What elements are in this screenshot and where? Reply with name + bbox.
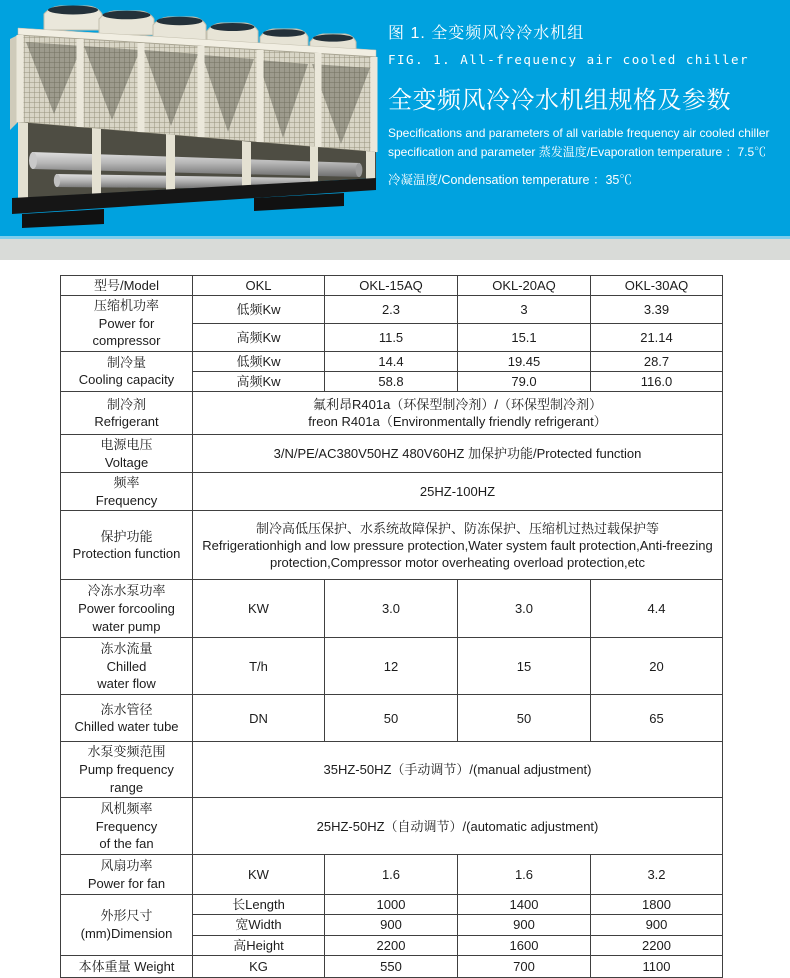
value-cell: 1800 <box>591 895 723 915</box>
value-cell: 50 <box>458 695 591 742</box>
table-row-frequency <box>61 473 723 511</box>
value-cell: 21.14 <box>591 323 723 351</box>
value-cell: 1.6 <box>325 855 458 895</box>
value-cell: 19.45 <box>458 351 591 371</box>
value-cell: 3.39 <box>591 296 723 324</box>
table-row-pump-power <box>61 580 723 638</box>
value-cell: 11.5 <box>325 323 458 351</box>
value-cell: 900 <box>325 915 458 935</box>
spec-subtitle-en: Specifications and parameters of all variable frequency air cooled chiller <box>388 126 770 140</box>
value-cell: 28.7 <box>591 351 723 371</box>
model-okl: OKL <box>193 276 325 296</box>
figure-caption-zh: 图 1. 全变频风冷冷水机组 <box>388 25 585 42</box>
value-cell: 3.0 <box>458 580 591 638</box>
table-row-water-flow <box>61 638 723 695</box>
frequency-value: 25HZ-100HZ <box>193 473 723 511</box>
value-cell: 2200 <box>325 935 458 955</box>
model-header-label: 型号/Model <box>61 276 193 296</box>
chiller-product-photo <box>4 2 390 234</box>
condensation-parameter-line: 冷凝温度/Condensation temperature ：35℃ <box>388 173 632 187</box>
spec-table <box>60 275 723 978</box>
value-cell: 3 <box>458 296 591 324</box>
value-cell: 700 <box>458 955 591 977</box>
dimension-label: 外形尺寸 (mm)Dimension <box>61 895 193 955</box>
evaporation-parameter-line: specification and parameter 蒸发温度/Evaporation temperature ：7.5℃ <box>388 145 767 159</box>
value-cell: 116.0 <box>591 371 723 391</box>
cooling-low-unit: 低频Kw <box>193 351 325 371</box>
pump-power-label: 冷冻水泵功率 Power forcooling water pump <box>61 580 193 638</box>
model-okl-20aq: OKL-20AQ <box>458 276 591 296</box>
spec-title-zh: 全变频风冷冷水机组规格及参数 <box>388 87 731 114</box>
value-cell: 1400 <box>458 895 591 915</box>
value-cell: 900 <box>458 915 591 935</box>
pump-frequency-value: 35HZ-50HZ（手动调节）/(manual adjustment) <box>193 742 723 798</box>
water-tube-label: 冻水管径 Chilled water tube <box>61 695 193 742</box>
model-okl-30aq: OKL-30AQ <box>591 276 723 296</box>
cooling-capacity-label: 制冷量 Cooling capacity <box>61 351 193 391</box>
table-row-fan-frequency <box>61 798 723 855</box>
weight-unit: KG <box>193 955 325 977</box>
dimension-length-unit: 长Length <box>193 895 325 915</box>
pump-power-unit: KW <box>193 580 325 638</box>
frequency-label: 频率 Frequency <box>61 473 193 511</box>
value-cell: 550 <box>325 955 458 977</box>
value-cell: 3.0 <box>325 580 458 638</box>
cooling-high-unit: 高频Kw <box>193 371 325 391</box>
table-row-protection <box>61 511 723 580</box>
value-cell: 58.8 <box>325 371 458 391</box>
value-cell: 1.6 <box>458 855 591 895</box>
value-cell: 2.3 <box>325 296 458 324</box>
value-cell: 79.0 <box>458 371 591 391</box>
table-row-dimension-length <box>61 895 723 915</box>
water-flow-label: 冻水流量 Chilled water flow <box>61 638 193 695</box>
value-cell: 12 <box>325 638 458 695</box>
value-cell: 4.4 <box>591 580 723 638</box>
table-row-weight <box>61 955 723 977</box>
value-cell: 900 <box>591 915 723 935</box>
compressor-low-unit: 低频Kw <box>193 296 325 324</box>
table-section <box>0 260 790 978</box>
table-row-header <box>61 276 723 296</box>
value-cell: 1000 <box>325 895 458 915</box>
figure-caption-en: FIG. 1. All-frequency air cooled chiller <box>388 52 750 67</box>
divider-band <box>0 236 790 260</box>
voltage-value: 3/N/PE/AC380V50HZ 480V60HZ 加保护功能/Protected function <box>193 435 723 473</box>
fan-frequency-label: 风机频率 Frequency of the fan <box>61 798 193 855</box>
voltage-label: 电源电压 Voltage <box>61 435 193 473</box>
value-cell: 1100 <box>591 955 723 977</box>
dimension-height-unit: 高Height <box>193 935 325 955</box>
fan-power-unit: KW <box>193 855 325 895</box>
value-cell: 15.1 <box>458 323 591 351</box>
model-okl-15aq: OKL-15AQ <box>325 276 458 296</box>
value-cell: 65 <box>591 695 723 742</box>
table-row-voltage <box>61 435 723 473</box>
compressor-power-label: 压缩机功率 Power for compressor <box>61 296 193 352</box>
water-tube-unit: DN <box>193 695 325 742</box>
value-cell: 50 <box>325 695 458 742</box>
table-row-fan-power <box>61 855 723 895</box>
table-row-cooling-low <box>61 351 723 371</box>
fan-power-label: 风扇功率 Power for fan <box>61 855 193 895</box>
table-row-water-tube <box>61 695 723 742</box>
dimension-width-unit: 宽Width <box>193 915 325 935</box>
fan-frequency-value: 25HZ-50HZ（自动调节）/(automatic adjustment) <box>193 798 723 855</box>
hero-banner <box>0 0 790 236</box>
refrigerant-value: 氟利昂R401a（环保型制冷剂）/（环保型制冷剂） freon R401a（Environmentally friendly refrigerant） <box>193 392 723 435</box>
water-flow-unit: T/h <box>193 638 325 695</box>
value-cell: 2200 <box>591 935 723 955</box>
value-cell: 15 <box>458 638 591 695</box>
pump-frequency-label: 水泵变频范围 Pump frequency range <box>61 742 193 798</box>
table-row-compressor-low <box>61 296 723 324</box>
protection-value: 制冷高低压保护、水系统故障保护、防冻保护、压缩机过热过载保护等 Refrigerationhigh and low pressure protection,Water system fault protection,Anti-freezing protection,Compressor motor overheating overload protection,etc <box>193 511 723 580</box>
hero-text-block <box>388 20 788 188</box>
table-row-refrigerant <box>61 392 723 435</box>
protection-label: 保护功能 Protection function <box>61 511 193 580</box>
refrigerant-label: 制冷剂 Refrigerant <box>61 392 193 435</box>
value-cell: 20 <box>591 638 723 695</box>
value-cell: 14.4 <box>325 351 458 371</box>
value-cell: 1600 <box>458 935 591 955</box>
chiller-illustration <box>4 2 390 234</box>
value-cell: 3.2 <box>591 855 723 895</box>
table-row-pump-frequency <box>61 742 723 798</box>
compressor-high-unit: 高频Kw <box>193 323 325 351</box>
weight-label: 本体重量 Weight <box>61 955 193 977</box>
